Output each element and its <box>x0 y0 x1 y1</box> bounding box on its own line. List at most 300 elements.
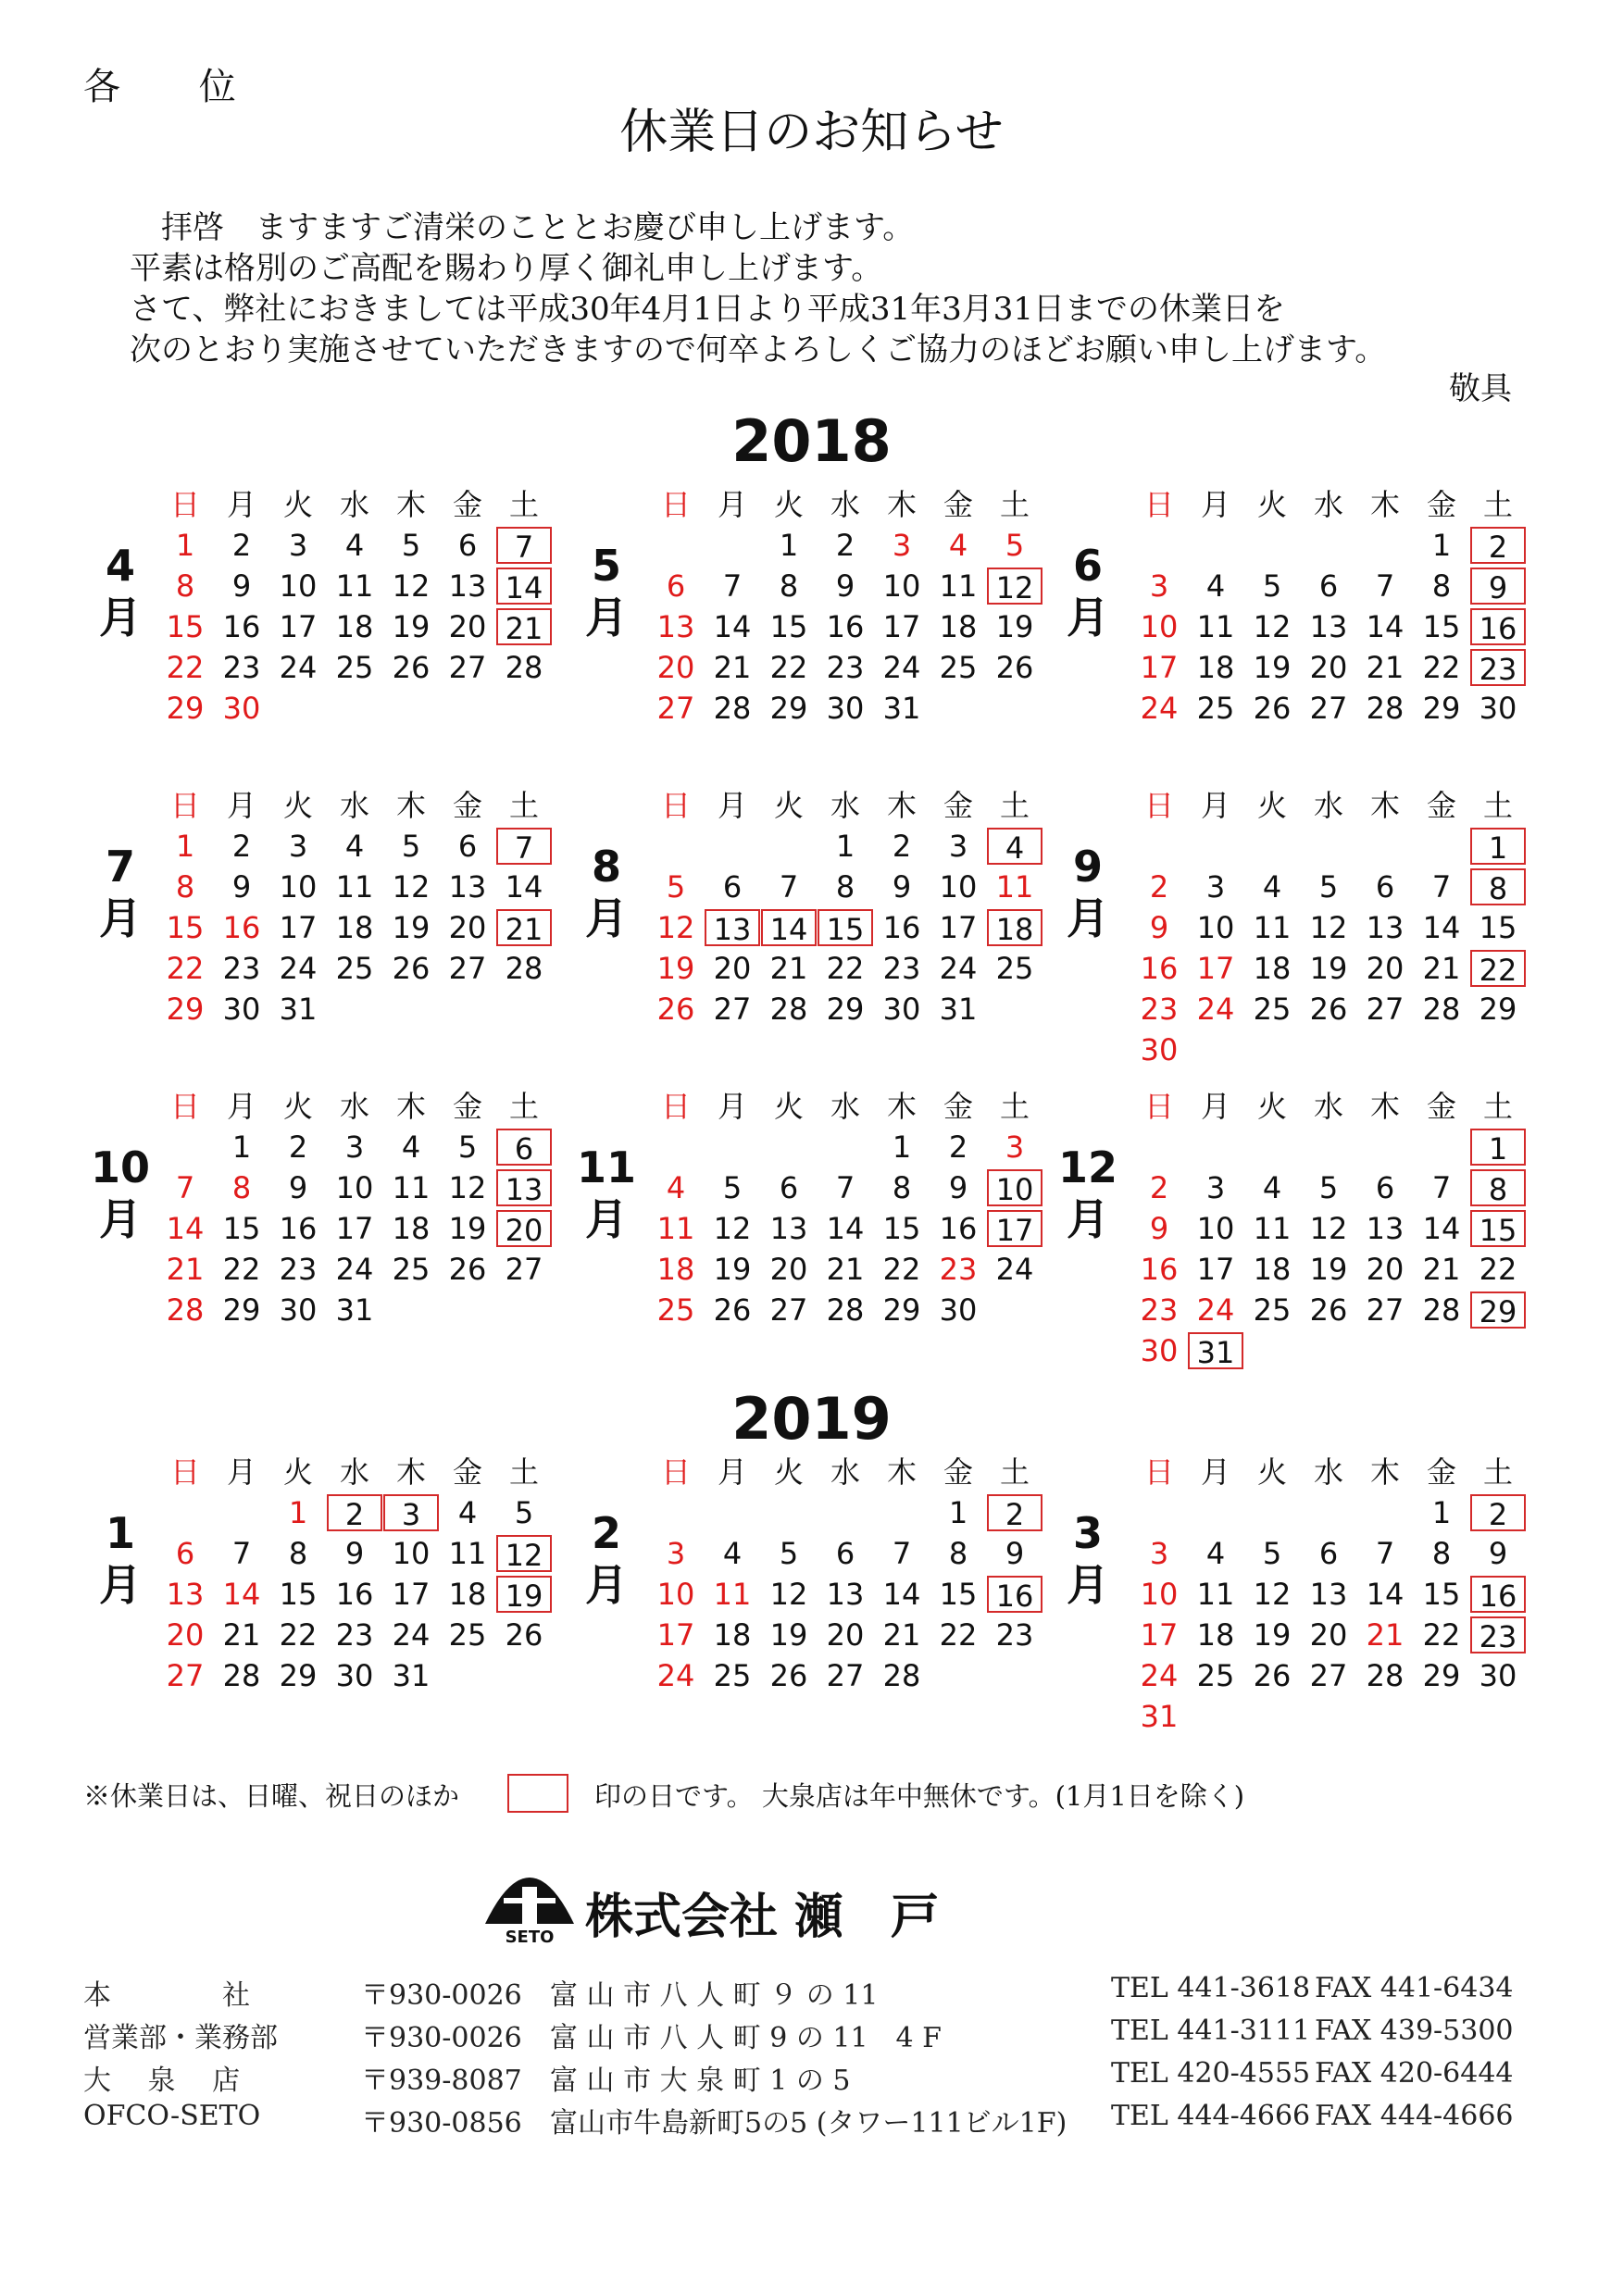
weekday-header: 日 <box>169 1454 200 1490</box>
calendar-day: 29 <box>769 691 808 726</box>
calendar-day: 22 <box>1479 1252 1517 1287</box>
calendar-day: 15 <box>279 1577 318 1612</box>
calendar-day: 16 <box>826 609 865 644</box>
calendar-day: 26 <box>713 1292 752 1328</box>
calendar-day: 4 <box>1205 568 1226 604</box>
calendar-day: 11 <box>1196 1577 1235 1612</box>
weekday-header: 月 <box>1200 1454 1230 1490</box>
month-label <box>569 540 643 643</box>
calendar-day: 27 <box>1309 691 1348 726</box>
weekday-header: 日 <box>1143 1454 1174 1490</box>
calendar-day: 5 <box>1262 1536 1282 1571</box>
calendar-day: 28 <box>505 650 543 685</box>
calendar-day: 17 <box>656 1617 695 1653</box>
calendar-day: 22 <box>279 1617 318 1653</box>
calendar-day-holiday: 19 <box>496 1576 552 1613</box>
calendar-day-holiday: 10 <box>987 1169 1042 1206</box>
weekday-header: 金 <box>1426 1089 1456 1124</box>
calendar-day-holiday: 2 <box>1470 527 1526 564</box>
calendar-day: 20 <box>769 1252 808 1287</box>
calendar-day: 7 <box>1375 1536 1395 1571</box>
month-label <box>569 1507 643 1611</box>
calendar-day: 27 <box>1366 1292 1405 1328</box>
calendar-day: 1 <box>175 528 195 563</box>
calendar-day: 17 <box>279 609 318 644</box>
weekday-header: 火 <box>282 1089 313 1124</box>
calendar-day: 11 <box>1253 1211 1292 1246</box>
calendar-day: 30 <box>1140 1333 1179 1368</box>
calendar-day: 6 <box>457 829 478 864</box>
calendar-day: 19 <box>713 1252 752 1287</box>
calendar-day: 12 <box>1309 910 1348 945</box>
logo-text: SETO <box>505 1928 555 1944</box>
calendar-day: 1 <box>1431 1495 1452 1530</box>
calendar-day: 14 <box>1366 609 1405 644</box>
calendar-day: 25 <box>335 951 374 986</box>
calendar-day: 29 <box>826 992 865 1027</box>
calendar-day: 4 <box>1205 1536 1226 1571</box>
calendar-day: 17 <box>335 1211 374 1246</box>
weekday-header: 金 <box>1426 1454 1456 1490</box>
calendar-day: 15 <box>882 1211 921 1246</box>
office-name: 営業部・業務部 <box>83 2022 278 2054</box>
calendar-day-holiday: 20 <box>496 1210 552 1247</box>
year-heading-2018: 2018 <box>731 407 892 475</box>
calendar-day: 8 <box>1431 1536 1452 1571</box>
calendar-day: 29 <box>166 992 205 1027</box>
office-zip: 〒930-0026 <box>361 1979 522 2012</box>
calendar-day: 3 <box>288 528 308 563</box>
calendar-day: 24 <box>335 1252 374 1287</box>
calendar-day: 4 <box>1262 1170 1282 1205</box>
calendar-day-holiday: 15 <box>818 909 873 946</box>
weekday-header: 土 <box>1482 1089 1513 1124</box>
closing: 敬具 <box>1449 370 1512 407</box>
office-name: OFCO-SETO <box>83 2100 261 2132</box>
calendar-day: 11 <box>448 1536 487 1571</box>
weekday-header: 木 <box>886 1454 917 1490</box>
month-kanji: 月 <box>99 593 142 643</box>
weekday-header: 土 <box>999 788 1030 823</box>
month-kanji: 月 <box>585 893 628 943</box>
calendar-day: 29 <box>1422 1658 1461 1693</box>
weekday-header: 月 <box>226 788 256 823</box>
calendar-day: 30 <box>1479 1658 1517 1693</box>
month-kanji: 月 <box>99 1560 142 1610</box>
calendar-day: 19 <box>392 910 431 945</box>
calendar-day: 16 <box>882 910 921 945</box>
calendar-day: 22 <box>1422 1617 1461 1653</box>
calendar-day: 9 <box>231 869 252 905</box>
weekday-header: 水 <box>830 1089 860 1124</box>
calendar-day: 4 <box>457 1495 478 1530</box>
weekday-header: 金 <box>452 1454 482 1490</box>
calendar-day: 19 <box>1253 1617 1292 1653</box>
calendar-day: 17 <box>392 1577 431 1612</box>
calendar-day: 8 <box>779 568 799 604</box>
calendar-day: 14 <box>1422 1211 1461 1246</box>
calendar-day: 29 <box>1479 992 1517 1027</box>
calendar-day: 24 <box>392 1617 431 1653</box>
calendar-day: 25 <box>448 1617 487 1653</box>
office-tel: TEL 441-3111 <box>1111 2015 1311 2047</box>
calendar-day: 12 <box>448 1170 487 1205</box>
month-kanji: 月 <box>585 1560 628 1610</box>
calendar-day: 10 <box>939 869 978 905</box>
calendar-day: 6 <box>175 1536 195 1571</box>
calendar-day: 29 <box>222 1292 261 1328</box>
weekday-header: 木 <box>395 1454 426 1490</box>
calendar-day: 16 <box>222 609 261 644</box>
calendar-day: 4 <box>401 1129 421 1165</box>
weekday-header: 金 <box>943 788 973 823</box>
weekday-header: 水 <box>1313 788 1343 823</box>
calendar-day: 7 <box>231 1536 252 1571</box>
month-number: 2 <box>591 1508 621 1558</box>
calendar-day: 8 <box>948 1536 968 1571</box>
weekday-header: 火 <box>773 1454 804 1490</box>
weekday-header: 土 <box>1482 788 1513 823</box>
calendar-day: 15 <box>939 1577 978 1612</box>
calendar-day-holiday: 18 <box>987 909 1042 946</box>
weekday-header: 水 <box>339 487 369 522</box>
calendar-day: 27 <box>505 1252 543 1287</box>
month-number: 7 <box>105 842 135 892</box>
calendar-day: 14 <box>713 609 752 644</box>
calendar-day-holiday: 12 <box>987 568 1042 605</box>
calendar-day-holiday: 23 <box>1470 649 1526 686</box>
calendar-day: 28 <box>505 951 543 986</box>
calendar-day: 26 <box>1309 1292 1348 1328</box>
calendar-day: 5 <box>1262 568 1282 604</box>
greeting-line: 拝啓 ますますご清栄のこととお慶び申し上げます。 <box>130 209 915 246</box>
calendar-day: 27 <box>1366 992 1405 1027</box>
calendar-day: 19 <box>995 609 1034 644</box>
recipient: 各 位 <box>83 66 269 108</box>
weekday-header: 木 <box>886 1089 917 1124</box>
calendar-day-holiday: 6 <box>496 1129 552 1166</box>
weekday-header: 水 <box>1313 487 1343 522</box>
calendar-day-holiday: 22 <box>1470 950 1526 987</box>
calendar-day: 3 <box>288 829 308 864</box>
calendar-day-holiday: 2 <box>987 1494 1042 1531</box>
office-zip: 〒939-8087 <box>361 2065 522 2097</box>
calendar-day: 23 <box>279 1252 318 1287</box>
calendar-day: 14 <box>222 1577 261 1612</box>
calendar-day: 21 <box>882 1617 921 1653</box>
calendar-day-holiday: 8 <box>1470 868 1526 905</box>
calendar-day: 23 <box>882 951 921 986</box>
calendar-day: 5 <box>779 1536 799 1571</box>
weekday-header: 日 <box>1143 788 1174 823</box>
calendar-day: 16 <box>1140 951 1179 986</box>
calendar-day: 7 <box>722 568 743 604</box>
calendar-day: 22 <box>1422 650 1461 685</box>
calendar-day-holiday: 2 <box>1470 1494 1526 1531</box>
calendar-day-holiday: 21 <box>496 608 552 645</box>
calendar-day: 21 <box>1366 650 1405 685</box>
calendar-day: 11 <box>392 1170 431 1205</box>
calendar-day: 29 <box>166 691 205 726</box>
calendar-day: 9 <box>835 568 855 604</box>
calendar-day: 13 <box>448 869 487 905</box>
calendar-day: 25 <box>1196 691 1235 726</box>
weekday-header: 土 <box>508 1089 539 1124</box>
calendar-day: 18 <box>335 910 374 945</box>
weekday-header: 木 <box>1369 1454 1400 1490</box>
calendar-day: 17 <box>882 609 921 644</box>
weekday-header: 日 <box>169 487 200 522</box>
calendar-day: 25 <box>335 650 374 685</box>
month-kanji: 月 <box>585 593 628 643</box>
calendar-day: 28 <box>713 691 752 726</box>
calendar-day: 22 <box>882 1252 921 1287</box>
calendar-day: 9 <box>1488 1536 1508 1571</box>
weekday-header: 土 <box>508 788 539 823</box>
office-fax: FAX 441-6434 <box>1315 1972 1514 2004</box>
calendar-day: 24 <box>882 650 921 685</box>
calendar-day: 7 <box>1431 869 1452 905</box>
calendar-day: 24 <box>995 1252 1034 1287</box>
month-kanji: 月 <box>1067 1194 1109 1244</box>
calendar-day: 4 <box>948 528 968 563</box>
calendar-day-holiday: 29 <box>1470 1292 1526 1329</box>
calendar-day: 22 <box>769 650 808 685</box>
calendar-day: 7 <box>1375 568 1395 604</box>
calendar-day-holiday: 23 <box>1470 1616 1526 1653</box>
calendar-day: 17 <box>939 910 978 945</box>
calendar-day: 14 <box>505 869 543 905</box>
calendar-day: 13 <box>448 568 487 604</box>
calendar-day: 25 <box>1253 992 1292 1027</box>
calendar-day: 10 <box>335 1170 374 1205</box>
calendar-day: 19 <box>1309 951 1348 986</box>
greeting-line: 次のとおり実施させていただきますので何卒よろしくご協力のほどお願い申し上げます。 <box>130 331 1387 368</box>
calendar-day: 28 <box>1366 1658 1405 1693</box>
weekday-header: 水 <box>339 788 369 823</box>
weekday-header: 日 <box>660 1089 691 1124</box>
calendar-day: 5 <box>722 1170 743 1205</box>
calendar-day: 11 <box>335 869 374 905</box>
month-label <box>569 1142 643 1245</box>
weekday-header: 水 <box>339 1454 369 1490</box>
calendar-day: 16 <box>335 1577 374 1612</box>
month-number: 11 <box>576 1142 636 1192</box>
calendar-day: 26 <box>448 1252 487 1287</box>
calendar-day: 24 <box>656 1658 695 1693</box>
calendar-day: 18 <box>1253 951 1292 986</box>
calendar-day: 5 <box>1318 869 1339 905</box>
calendar-day-holiday: 4 <box>987 828 1042 865</box>
month-label <box>83 841 157 944</box>
calendar-day: 26 <box>995 650 1034 685</box>
calendar-day-holiday: 9 <box>1470 568 1526 605</box>
calendar-day-holiday: 1 <box>1470 1129 1526 1166</box>
calendar-day: 25 <box>939 650 978 685</box>
calendar-day: 28 <box>1422 1292 1461 1328</box>
calendar-day: 13 <box>1366 1211 1405 1246</box>
company-name: 株式会社 瀬 戸 <box>585 1889 940 1945</box>
calendar-day: 9 <box>231 568 252 604</box>
month-kanji: 月 <box>1067 593 1109 643</box>
weekday-header: 水 <box>830 1454 860 1490</box>
calendar-day: 22 <box>222 1252 261 1287</box>
month-label <box>83 1507 157 1611</box>
calendar-day: 5 <box>401 829 421 864</box>
calendar-day: 20 <box>166 1617 205 1653</box>
calendar-day: 28 <box>826 1292 865 1328</box>
calendar-day-holiday: 13 <box>496 1169 552 1206</box>
calendar-day: 6 <box>1318 1536 1339 1571</box>
calendar-day: 11 <box>335 568 374 604</box>
calendar-day-holiday: 2 <box>327 1494 382 1531</box>
calendar-day: 29 <box>279 1658 318 1693</box>
weekday-header: 金 <box>1426 788 1456 823</box>
calendar-day: 5 <box>1005 528 1025 563</box>
calendar-day: 10 <box>392 1536 431 1571</box>
calendar-day: 12 <box>1253 1577 1292 1612</box>
calendar-day: 28 <box>166 1292 205 1328</box>
weekday-header: 木 <box>395 1089 426 1124</box>
calendar-day: 1 <box>948 1495 968 1530</box>
calendar-day: 23 <box>826 650 865 685</box>
calendar-day: 22 <box>166 951 205 986</box>
calendar-day: 19 <box>1253 650 1292 685</box>
calendar-day: 23 <box>939 1252 978 1287</box>
calendar-day: 12 <box>1253 609 1292 644</box>
calendar-day: 10 <box>279 568 318 604</box>
calendar-day: 18 <box>392 1211 431 1246</box>
weekday-header: 金 <box>452 1089 482 1124</box>
weekday-header: 金 <box>943 487 973 522</box>
weekday-header: 月 <box>717 788 747 823</box>
calendar-day: 18 <box>448 1577 487 1612</box>
weekday-header: 木 <box>395 487 426 522</box>
calendar-day: 30 <box>222 691 261 726</box>
weekday-header: 火 <box>282 487 313 522</box>
calendar-day: 7 <box>1431 1170 1452 1205</box>
weekday-header: 金 <box>452 487 482 522</box>
month-label <box>569 841 643 944</box>
calendar-day: 22 <box>166 650 205 685</box>
calendar-day: 23 <box>1140 1292 1179 1328</box>
calendar-day: 27 <box>656 691 695 726</box>
calendar-day-holiday: 14 <box>496 568 552 605</box>
calendar-day: 12 <box>392 568 431 604</box>
calendar-day: 9 <box>344 1536 365 1571</box>
calendar-day: 26 <box>1309 992 1348 1027</box>
calendar-day: 17 <box>279 910 318 945</box>
calendar-day: 15 <box>1422 1577 1461 1612</box>
calendar-day: 12 <box>656 910 695 945</box>
calendar-day: 8 <box>1431 568 1452 604</box>
calendar-day: 23 <box>1140 992 1179 1027</box>
weekday-header: 日 <box>169 788 200 823</box>
weekday-header: 火 <box>282 1454 313 1490</box>
calendar-day: 18 <box>713 1617 752 1653</box>
calendar-day-holiday: 16 <box>987 1576 1042 1613</box>
calendar-day: 1 <box>1431 528 1452 563</box>
calendar-day: 18 <box>656 1252 695 1287</box>
calendar-day: 22 <box>826 951 865 986</box>
calendar-day: 13 <box>826 1577 865 1612</box>
calendar-day: 1 <box>231 1129 252 1165</box>
calendar-day: 25 <box>392 1252 431 1287</box>
calendar-day: 3 <box>1149 1536 1169 1571</box>
calendar-day: 21 <box>1366 1617 1405 1653</box>
calendar-day: 26 <box>656 992 695 1027</box>
weekday-header: 月 <box>1200 788 1230 823</box>
calendar-day: 11 <box>995 869 1034 905</box>
holiday-note: ※休業日は、日曜、祝日のほか <box>83 1780 460 1812</box>
calendar-day: 1 <box>835 829 855 864</box>
calendar-day: 20 <box>1309 1617 1348 1653</box>
calendar-day: 23 <box>222 951 261 986</box>
month-label <box>1051 1507 1125 1611</box>
calendar-day: 13 <box>1309 609 1348 644</box>
calendar-day: 10 <box>882 568 921 604</box>
office-zip: 〒930-0856 <box>361 2107 522 2140</box>
calendar-day: 19 <box>656 951 695 986</box>
calendar-day: 15 <box>166 609 205 644</box>
calendar-day: 20 <box>713 951 752 986</box>
calendar-day: 5 <box>514 1495 534 1530</box>
office-fax: FAX 444-4666 <box>1315 2100 1514 2132</box>
calendar-day: 21 <box>1422 951 1461 986</box>
calendar-day: 23 <box>222 650 261 685</box>
calendar-day: 27 <box>448 951 487 986</box>
weekday-header: 日 <box>1143 487 1174 522</box>
calendar-day: 2 <box>892 829 912 864</box>
weekday-header: 火 <box>773 1089 804 1124</box>
calendar-day: 13 <box>1366 910 1405 945</box>
calendar-day: 19 <box>1309 1252 1348 1287</box>
weekday-header: 木 <box>886 788 917 823</box>
calendar-day: 18 <box>335 609 374 644</box>
calendar-day: 18 <box>1253 1252 1292 1287</box>
calendar-day: 31 <box>1140 1699 1179 1734</box>
month-label <box>1051 540 1125 643</box>
calendar-day: 3 <box>892 528 912 563</box>
calendar-day: 21 <box>222 1617 261 1653</box>
calendar-day: 2 <box>948 1129 968 1165</box>
weekday-header: 火 <box>773 788 804 823</box>
weekday-header: 火 <box>1256 1089 1287 1124</box>
weekday-header: 土 <box>1482 487 1513 522</box>
office-name: 本 社 <box>83 1979 250 2012</box>
calendar-day: 15 <box>222 1211 261 1246</box>
calendar-day: 25 <box>656 1292 695 1328</box>
calendar-day: 9 <box>948 1170 968 1205</box>
calendar-day: 4 <box>1262 869 1282 905</box>
weekday-header: 日 <box>660 788 691 823</box>
calendar-day: 4 <box>722 1536 743 1571</box>
calendar-day: 4 <box>344 829 365 864</box>
month-number: 8 <box>591 842 621 892</box>
month-kanji: 月 <box>1067 1560 1109 1610</box>
calendar-day: 6 <box>666 568 686 604</box>
calendar-day-holiday: 3 <box>383 1494 439 1531</box>
calendar-day: 4 <box>666 1170 686 1205</box>
calendar-day: 10 <box>1196 910 1235 945</box>
year-heading-2019: 2019 <box>731 1385 892 1453</box>
calendar-day: 18 <box>1196 650 1235 685</box>
weekday-header: 火 <box>282 788 313 823</box>
calendar-day: 10 <box>279 869 318 905</box>
calendar-day: 24 <box>1196 1292 1235 1328</box>
weekday-header: 土 <box>508 487 539 522</box>
calendar-day: 10 <box>1140 1577 1179 1612</box>
